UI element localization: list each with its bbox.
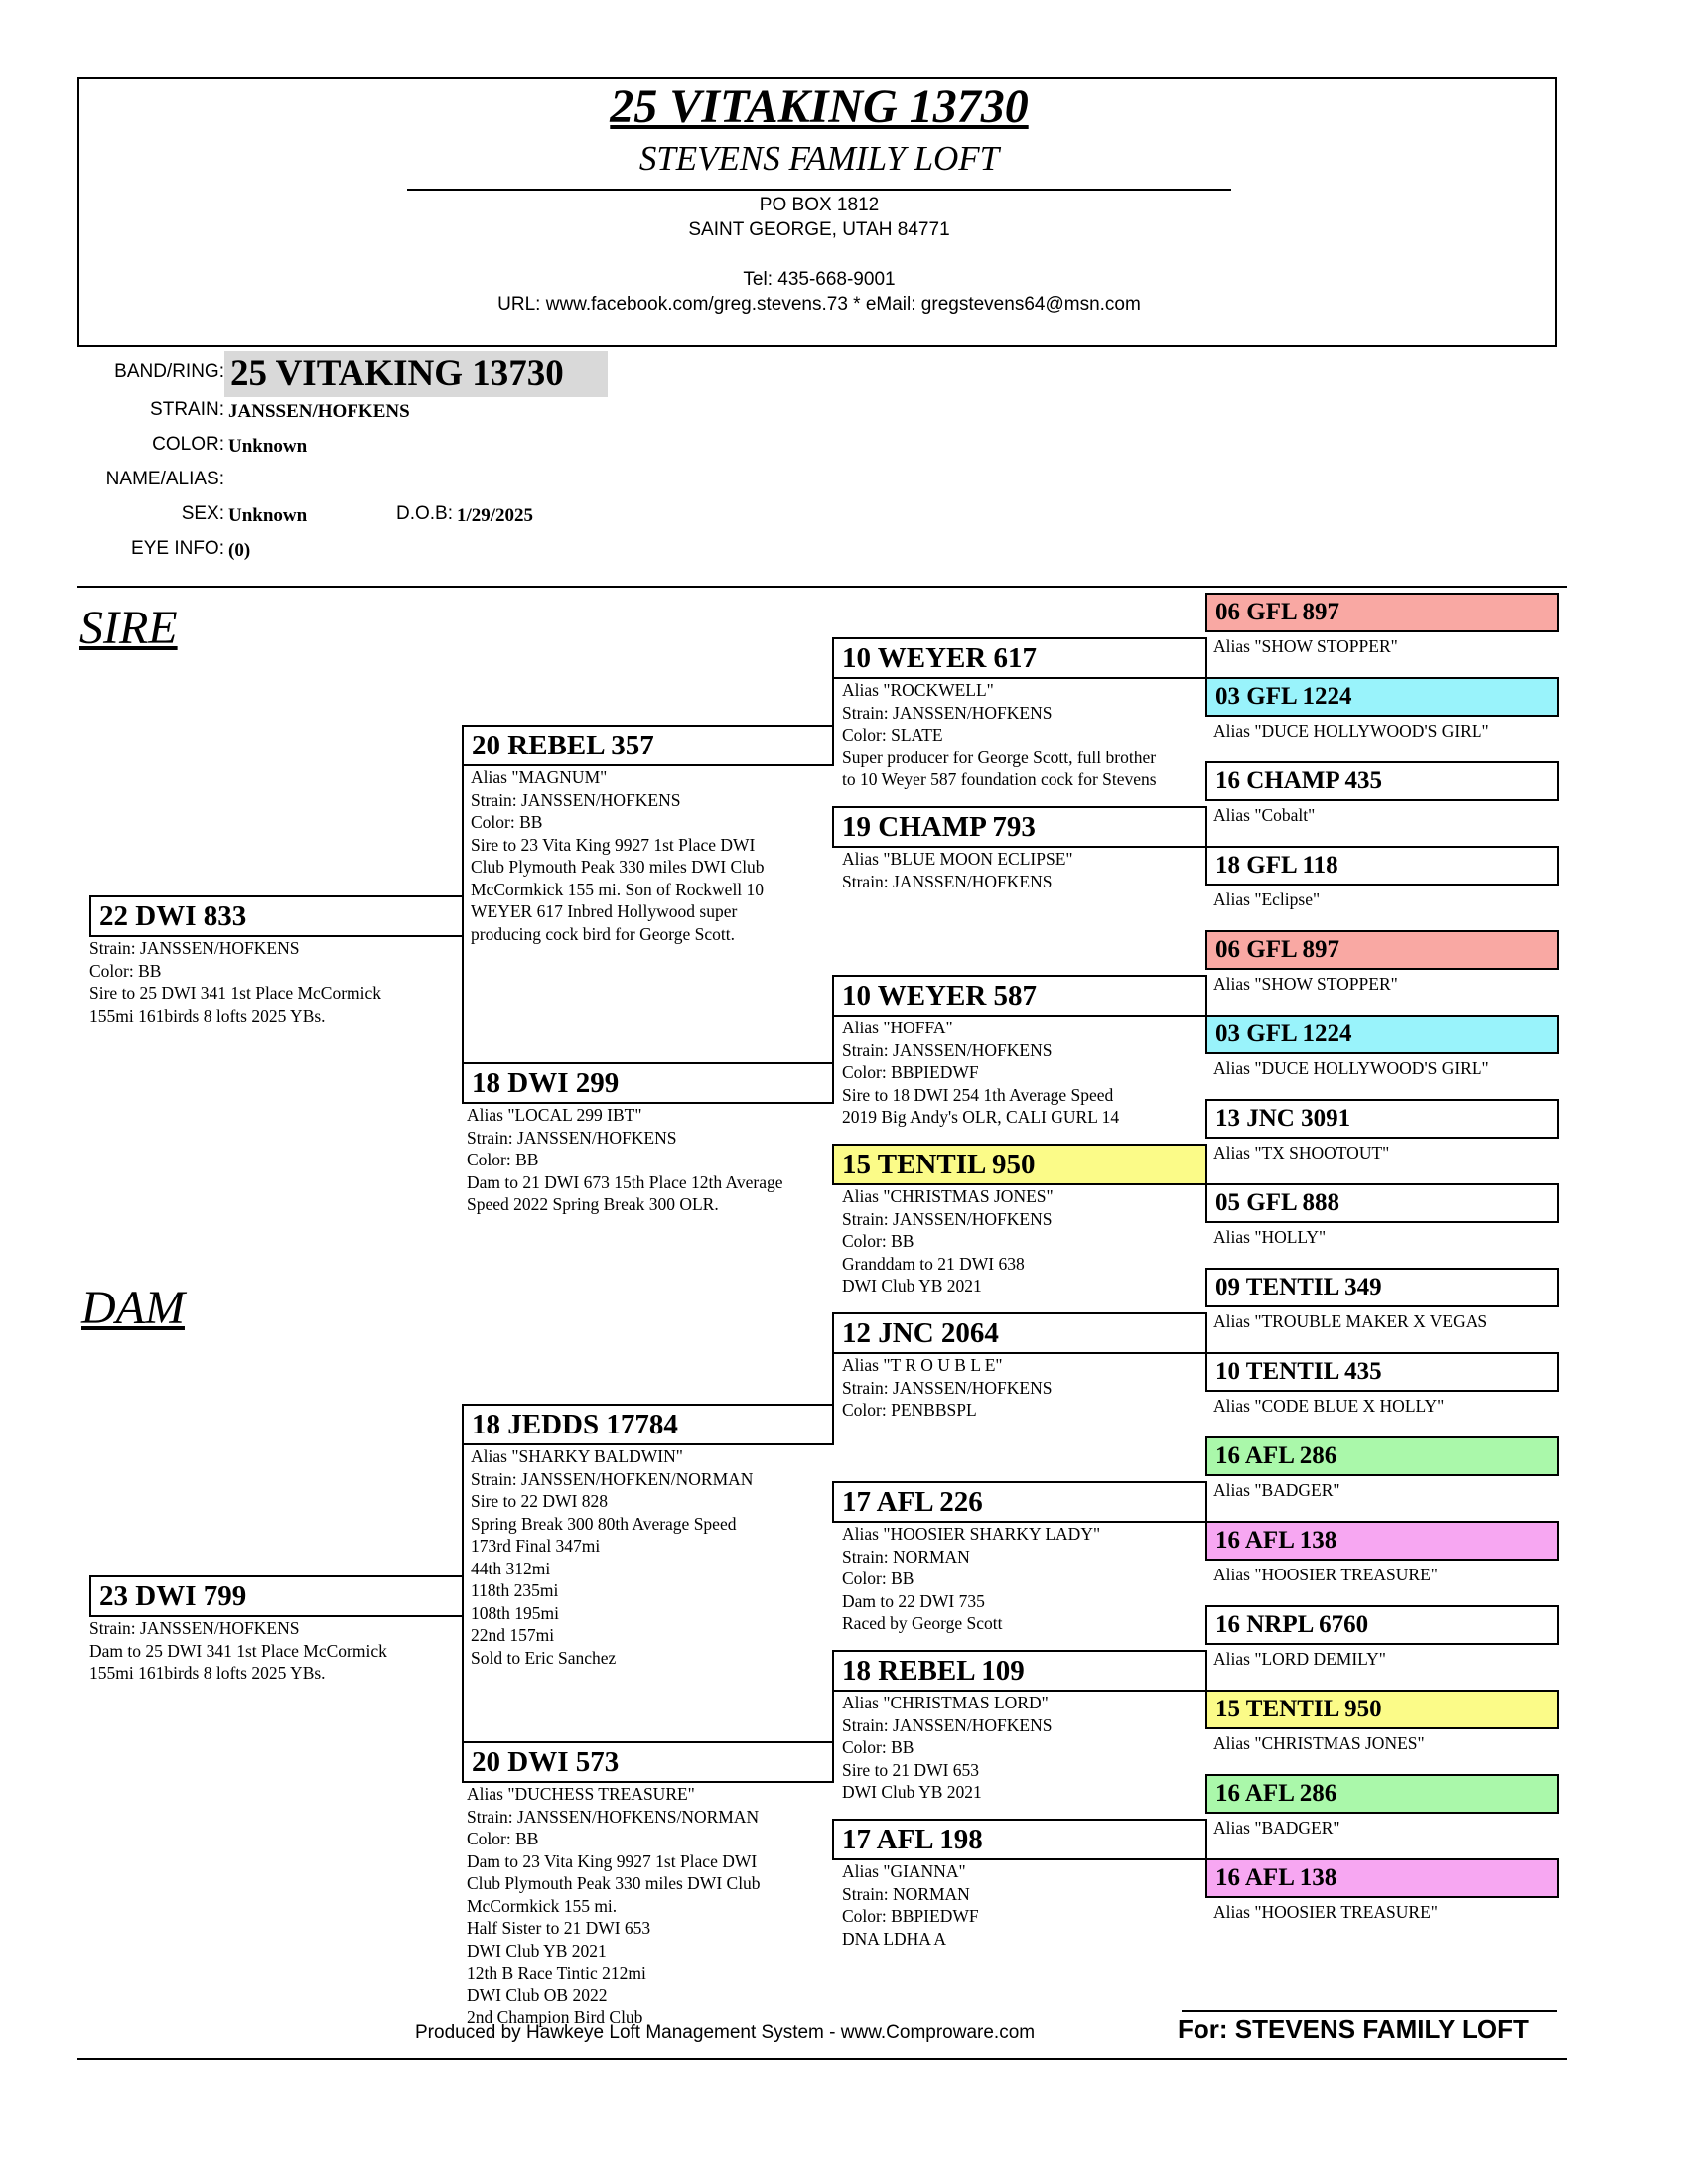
color-value: Unknown bbox=[228, 436, 308, 457]
gen4-bird-6-alias: Alias "DUCE HOLLYWOOD'S GIRL" bbox=[1213, 1058, 1489, 1078]
gen3-bird-3: 10 WEYER 587 bbox=[832, 975, 1207, 1017]
gen2-bird-1-info: Alias "MAGNUM" Strain: JANSSEN/HOFKENS Color: BB Sire to 23 Vita King 9927 1st Place DWI Club Plymouth Peak 330 miles DWI Club McCormkick 155 mi. Son of Rockwell 10 WEYER 617 Inbred Hollywood super producing cock bird for George Scott. bbox=[471, 767, 765, 944]
gen2-bird-4: 20 DWI 573 bbox=[462, 1741, 834, 1783]
gen4-bird-11-alias: Alias "BADGER" bbox=[1213, 1480, 1340, 1500]
gen4-bird-13: 16 NRPL 6760 bbox=[1205, 1605, 1559, 1645]
gen4-bird-16: 16 AFL 138 bbox=[1205, 1858, 1559, 1898]
band-value: 25 VITAKING 13730 bbox=[224, 351, 608, 397]
gen3-bird-1: 10 WEYER 617 bbox=[832, 637, 1207, 679]
gen4-bird-9-alias: Alias "TROUBLE MAKER X VEGAS bbox=[1213, 1311, 1488, 1331]
gen4-bird-1-alias: Alias "SHOW STOPPER" bbox=[1213, 636, 1398, 656]
sire-info: Strain: JANSSEN/HOFKENS Color: BB Sire to 25 DWI 341 1st Place McCormick 155mi 161birds 8 lofts 2025 YBs. bbox=[89, 938, 382, 1025]
gen4-bird-12-alias: Alias "HOOSIER TREASURE" bbox=[1213, 1565, 1438, 1584]
gen3-bird-7-info: Alias "CHRISTMAS LORD" Strain: JANSSEN/HOFKENS Color: BB Sire to 21 DWI 653 DWI Club YB 2021 bbox=[842, 1693, 1053, 1802]
sex-label: SEX: bbox=[181, 503, 224, 524]
dam-info: Strain: JANSSEN/HOFKENS Dam to 25 DWI 341 1st Place McCormick 155mi 161birds 8 lofts 2025 YBs. bbox=[89, 1618, 387, 1683]
gen4-bird-3: 16 CHAMP 435 bbox=[1205, 761, 1559, 801]
gen4-bird-8-alias: Alias "HOLLY" bbox=[1213, 1227, 1327, 1247]
gen4-bird-15: 16 AFL 286 bbox=[1205, 1774, 1559, 1814]
address-line-1: PO BOX 1812 bbox=[759, 195, 880, 215]
gen3-bird-6-info: Alias "HOOSIER SHARKY LADY" Strain: NORMAN Color: BB Dam to 22 DWI 735 Raced by George Scott bbox=[842, 1524, 1101, 1633]
gen3-bird-2: 19 CHAMP 793 bbox=[832, 806, 1207, 848]
gen4-bird-1: 06 GFL 897 bbox=[1205, 593, 1559, 632]
gen2-bird-4-info: Alias "DUCHESS TREASURE" Strain: JANSSEN/HOFKENS/NORMAN Color: BB Dam to 23 Vita King 9927 1st Place DWI Club Plymouth Peak 330 miles DWI Club McCormkick 155 mi. Half Sister to 21 DWI 653 DWI Club YB 2021 12th B Race Tintic 212mi DWI Club OB 2022 2nd Champion Bird Club bbox=[467, 1784, 761, 2027]
sire-band: 22 DWI 833 bbox=[89, 895, 464, 937]
gen4-bird-14-alias: Alias "CHRISTMAS JONES" bbox=[1213, 1733, 1425, 1753]
name-alias-label: NAME/ALIAS: bbox=[105, 469, 224, 489]
gen4-bird-7-alias: Alias "TX SHOOTOUT" bbox=[1213, 1143, 1390, 1162]
gen4-bird-4-alias: Alias "Eclipse" bbox=[1213, 889, 1321, 909]
gen3-bird-8: 17 AFL 198 bbox=[832, 1819, 1207, 1860]
gen4-bird-6: 03 GFL 1224 bbox=[1205, 1015, 1559, 1054]
dam-band: 23 DWI 799 bbox=[89, 1575, 464, 1617]
eye-info-label: EYE INFO: bbox=[131, 538, 224, 559]
gen4-bird-5-alias: Alias "SHOW STOPPER" bbox=[1213, 974, 1398, 994]
telephone: Tel: 435-668-9001 bbox=[743, 269, 896, 290]
gen4-bird-11: 16 AFL 286 bbox=[1205, 1436, 1559, 1476]
gen2-bird-2-info: Alias "LOCAL 299 IBT" Strain: JANSSEN/HOFKENS Color: BB Dam to 21 DWI 673 15th Place 12th Average Speed 2022 Spring Break 300 OLR. bbox=[467, 1105, 783, 1214]
dob-value: 1/29/2025 bbox=[457, 505, 534, 526]
gen4-bird-9: 09 TENTIL 349 bbox=[1205, 1268, 1559, 1307]
gen3-bird-6: 17 AFL 226 bbox=[832, 1481, 1207, 1523]
gen4-bird-14: 15 TENTIL 950 bbox=[1205, 1690, 1559, 1729]
strain-label: STRAIN: bbox=[150, 399, 224, 420]
gen3-bird-4: 15 TENTIL 950 bbox=[832, 1144, 1207, 1185]
gen2-bird-3-info: Alias "SHARKY BALDWIN" Strain: JANSSEN/HOFKEN/NORMAN Sire to 22 DWI 828 Spring Break 300 80th Average Speed 173rd Final 347mi 44th 312mi 118th 235mi 108th 195mi 22nd 157mi Sold to Eric Sanchez bbox=[471, 1446, 754, 1668]
gen2-bird-2: 18 DWI 299 bbox=[462, 1062, 834, 1104]
eye-info-value: (0) bbox=[228, 540, 251, 561]
gen4-bird-10-alias: Alias "CODE BLUE X HOLLY" bbox=[1213, 1396, 1445, 1416]
color-label: COLOR: bbox=[152, 434, 224, 455]
gen4-bird-15-alias: Alias "BADGER" bbox=[1213, 1818, 1340, 1838]
gen3-bird-5-info: Alias "T R O U B L E" Strain: JANSSEN/HOFKENS Color: PENBBSPL bbox=[842, 1355, 1053, 1420]
gen4-bird-8: 05 GFL 888 bbox=[1205, 1183, 1559, 1223]
url-email: URL: www.facebook.com/greg.stevens.73 * eMail: gregstevens64@msn.com bbox=[497, 294, 1141, 315]
header-divider bbox=[407, 189, 1231, 191]
gen2-bird-1: 20 REBEL 357 bbox=[462, 725, 834, 766]
details-divider bbox=[77, 586, 1567, 588]
gen3-bird-7: 18 REBEL 109 bbox=[832, 1650, 1207, 1692]
gen4-bird-5: 06 GFL 897 bbox=[1205, 930, 1559, 970]
loft-name: STEVENS FAMILY LOFT bbox=[638, 139, 1000, 178]
gen4-bird-10: 10 TENTIL 435 bbox=[1205, 1352, 1559, 1392]
for-line: For: STEVENS FAMILY LOFT bbox=[1178, 2014, 1529, 2044]
gen4-bird-3-alias: Alias "Cobalt" bbox=[1213, 805, 1316, 825]
gen3-bird-5: 12 JNC 2064 bbox=[832, 1312, 1207, 1354]
sex-value: Unknown bbox=[228, 505, 308, 526]
gen4-bird-4: 18 GFL 118 bbox=[1205, 846, 1559, 886]
gen4-bird-12: 16 AFL 138 bbox=[1205, 1521, 1559, 1561]
gen3-bird-2-info: Alias "BLUE MOON ECLIPSE" Strain: JANSSEN/HOFKENS bbox=[842, 849, 1073, 891]
footer-divider bbox=[77, 2058, 1567, 2060]
band-label: BAND/RING: bbox=[114, 361, 224, 382]
address-line-2: SAINT GEORGE, UTAH 84771 bbox=[688, 219, 950, 240]
sire-heading: SIRE bbox=[79, 602, 178, 654]
produced-by: Produced by Hawkeye Loft Management System - www.Comproware.com bbox=[415, 2022, 1036, 2043]
dob-label: D.O.B: bbox=[395, 503, 453, 524]
gen4-bird-2-alias: Alias "DUCE HOLLYWOOD'S GIRL" bbox=[1213, 721, 1489, 741]
dam-heading: DAM bbox=[81, 1282, 185, 1334]
gen3-bird-3-info: Alias "HOFFA" Strain: JANSSEN/HOFKENS Color: BBPIEDWF Sire to 18 DWI 254 1th Average Speed 2019 Big Andy's OLR, CALI GURL 14 bbox=[842, 1018, 1120, 1127]
gen3-bird-8-info: Alias "GIANNA" Strain: NORMAN Color: BBPIEDWF DNA LDHA A bbox=[842, 1861, 979, 1949]
gen4-bird-7: 13 JNC 3091 bbox=[1205, 1099, 1559, 1139]
gen4-bird-2: 03 GFL 1224 bbox=[1205, 677, 1559, 717]
gen2-bird-3: 18 JEDDS 17784 bbox=[462, 1404, 834, 1445]
gen4-bird-16-alias: Alias "HOOSIER TREASURE" bbox=[1213, 1902, 1438, 1922]
strain-value: JANSSEN/HOFKENS bbox=[228, 401, 410, 422]
gen3-bird-1-info: Alias "ROCKWELL" Strain: JANSSEN/HOFKENS Color: SLATE Super producer for George Scott, full brother to 10 Weyer 587 foundation cock for Stevens bbox=[842, 680, 1157, 789]
gen3-bird-4-info: Alias "CHRISTMAS JONES" Strain: JANSSEN/HOFKENS Color: BB Granddam to 21 DWI 638 DWI Club YB 2021 bbox=[842, 1186, 1054, 1296]
page-title: 25 VITAKING 13730 bbox=[610, 80, 1029, 133]
gen4-bird-13-alias: Alias "LORD DEMILY" bbox=[1213, 1649, 1386, 1669]
footer-signature-line bbox=[1182, 2010, 1557, 2012]
